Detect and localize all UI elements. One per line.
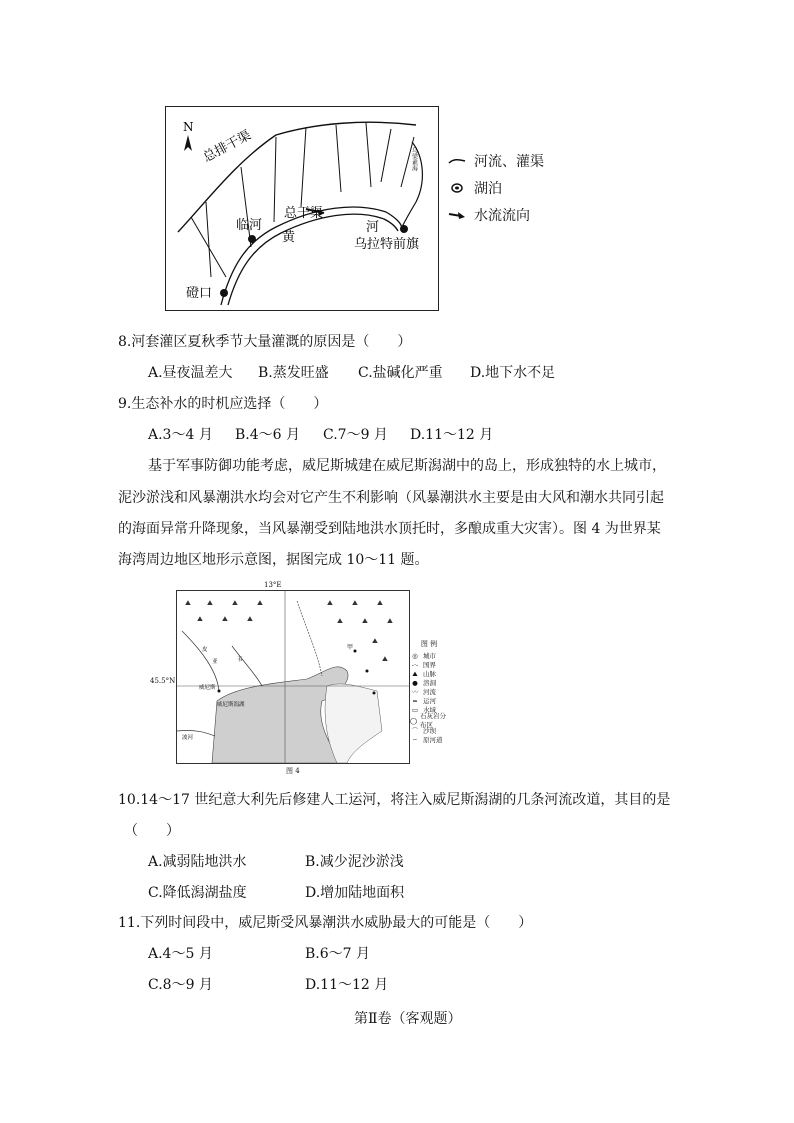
- city-icon: ◎: [412, 652, 418, 660]
- svg-text:⛰: ⛰: [257, 599, 263, 607]
- q11-option-b: B.6～7 月: [305, 946, 371, 962]
- q11-stem: 11.下列时间段中，威尼斯受风暴潮洪水威胁最大的可能是（ ）: [118, 915, 533, 931]
- linhe-city-icon: [248, 235, 256, 243]
- q11-option-c: C.8～9 月: [148, 977, 213, 993]
- passage-line-4: 海湾周边地区地形示意图，据图完成 10～11 题。: [118, 552, 429, 568]
- q11-option-a: A.4～5 月: [148, 946, 213, 962]
- water-icon: ▭: [411, 706, 419, 714]
- svg-text:⛰: ⛰: [197, 615, 203, 623]
- legend-row-lake: 湖泊: [448, 178, 502, 198]
- q10-stem-2: （ ）: [124, 823, 180, 839]
- zongpai-label: 总排干渠: [200, 127, 254, 166]
- q8-option-b: B.蒸发旺盛: [258, 365, 329, 381]
- legend-canal: ═ 运河: [409, 697, 449, 706]
- he-label: 河: [366, 220, 380, 235]
- river-char-1: 皮: [202, 647, 208, 653]
- legend-river: 〰 河流: [409, 688, 449, 697]
- q10-option-b: B.减少泥沙淤浅: [305, 854, 404, 870]
- svg-text:⛰: ⛰: [222, 615, 228, 623]
- river-char-3: 韦: [237, 657, 243, 663]
- cave-icon: ●: [412, 679, 418, 687]
- q10-option-d: D.增加陆地面积: [305, 885, 405, 901]
- svg-text:⛰: ⛰: [387, 617, 393, 625]
- q8-option-c: C.盐碱化严重: [358, 365, 443, 381]
- lake-label: 乌梁素海: [410, 147, 418, 171]
- svg-text:⛰: ⛰: [185, 599, 191, 607]
- q8-option-d: D.地下水不足: [470, 365, 556, 381]
- svg-text:⛰: ⛰: [362, 617, 368, 625]
- zonggan-label: 总干渠: [284, 206, 324, 221]
- north-label: N: [183, 120, 194, 134]
- q11-option-d: D.11～12 月: [305, 977, 389, 993]
- q8-option-a: A.昼夜温差大: [148, 365, 233, 381]
- wulate-label: 乌拉特前旗: [354, 237, 420, 252]
- svg-text:⛰: ⛰: [382, 655, 388, 663]
- lon-label: 13°E: [264, 581, 282, 589]
- legend-mountain: ⛰ 山脉: [409, 670, 449, 679]
- q9-option-c: C.7～9 月: [323, 427, 388, 443]
- venice-legend: [409, 640, 449, 745]
- q10-stem: 10.14～17 世纪意大利先后修建人工运河，将注入威尼斯潟湖的几条河流改道，其目的是: [118, 792, 671, 808]
- lake-icon: [448, 182, 466, 194]
- svg-text:⛰: ⛰: [377, 599, 383, 607]
- passage-line-3: 的海面异常升降现象，当风暴潮受到陆地洪水顶托时，多酿成重大灾害）。图 4 为世界某: [118, 521, 661, 537]
- mountain-icon: ⛰: [412, 670, 418, 678]
- svg-text:⛰: ⛰: [327, 599, 333, 607]
- venice-map-drawing: [177, 591, 409, 763]
- weinisi-label: 威尼斯: [199, 685, 216, 691]
- q10-option-a: A.减弱陆地洪水: [148, 854, 247, 870]
- q9-option-d: D.11～12 月: [410, 427, 494, 443]
- canal-icon: ═: [413, 697, 417, 705]
- wulate-city-icon: [400, 225, 408, 233]
- legend-old-river: ╌ 原河道: [409, 736, 449, 745]
- q10-option-c: C.降低潟湖盐度: [148, 885, 247, 901]
- figure4-caption: 图 4: [286, 767, 300, 775]
- svg-text:⛰: ⛰: [232, 599, 238, 607]
- river-char-2: 亚: [212, 659, 218, 665]
- section-title: 第Ⅱ卷（客观题）: [354, 1011, 462, 1027]
- linhe-label: 临河: [236, 218, 263, 233]
- passage-line-1: 基于军事防御功能考虑，威尼斯城建在威尼斯潟湖中的岛上，形成独特的水上城市，: [148, 458, 666, 474]
- river-line-icon: [448, 155, 466, 167]
- venice-map: [176, 590, 410, 764]
- legend-sandbar: ⌒ 沙坝: [409, 727, 449, 736]
- hetao-map: [165, 106, 439, 311]
- jia-label: 甲: [347, 644, 354, 651]
- svg-text:⛰: ⛰: [372, 637, 378, 645]
- legend-title: 图 例: [420, 640, 438, 648]
- old-river-icon: ╌: [413, 736, 417, 744]
- svg-text:⛰: ⛰: [207, 599, 213, 607]
- lagoon-label: 威尼斯潟湖: [217, 702, 245, 708]
- huang-label: 黄: [282, 230, 296, 245]
- arrow-icon: [448, 209, 466, 221]
- svg-text:⛰: ⛰: [337, 617, 343, 625]
- mountain-symbols: [185, 599, 393, 663]
- legend-row-river: 河流、灌渠: [448, 151, 544, 171]
- legend-water: ▭ 水域: [409, 706, 449, 715]
- q9-option-a: A.3～4 月: [148, 427, 213, 443]
- svg-text:⛰: ⛰: [247, 615, 253, 623]
- q9-option-b: B.4～6 月: [235, 427, 301, 443]
- legend-row-arrow: 水流流向: [448, 205, 530, 225]
- sandbar-icon: ⌒: [411, 727, 419, 735]
- legend-border: -·- 国界: [409, 661, 449, 670]
- po-label: 波河: [182, 735, 194, 741]
- limestone-icon: ◯: [409, 716, 418, 725]
- passage-line-2: 泥沙淤浅和风暴潮洪水均会对它产生不利影响（风暴潮洪水主要是由大风和潮水共同引起: [118, 490, 664, 506]
- north-arrow-icon: [184, 135, 192, 151]
- q9-stem: 9.生态补水的时机应选择（ ）: [118, 396, 328, 412]
- legend-cave: ● 溶洞: [409, 679, 449, 688]
- lat-label: 45.5°N: [150, 677, 176, 685]
- border-icon: -·-: [411, 661, 419, 669]
- legend-city: ◎ 城市: [409, 652, 449, 661]
- hetao-map-drawing: [166, 107, 438, 310]
- legend-limestone: ◯ 石灰岩分布区: [409, 712, 446, 729]
- dengkou-label: 磴口: [186, 286, 213, 301]
- dengkou-city-icon: [220, 289, 228, 297]
- svg-text:⛰: ⛰: [352, 599, 358, 607]
- river-icon: 〰: [411, 688, 419, 696]
- q8-stem: 8.河套灌区夏秋季节大量灌溉的原因是（ ）: [118, 334, 412, 350]
